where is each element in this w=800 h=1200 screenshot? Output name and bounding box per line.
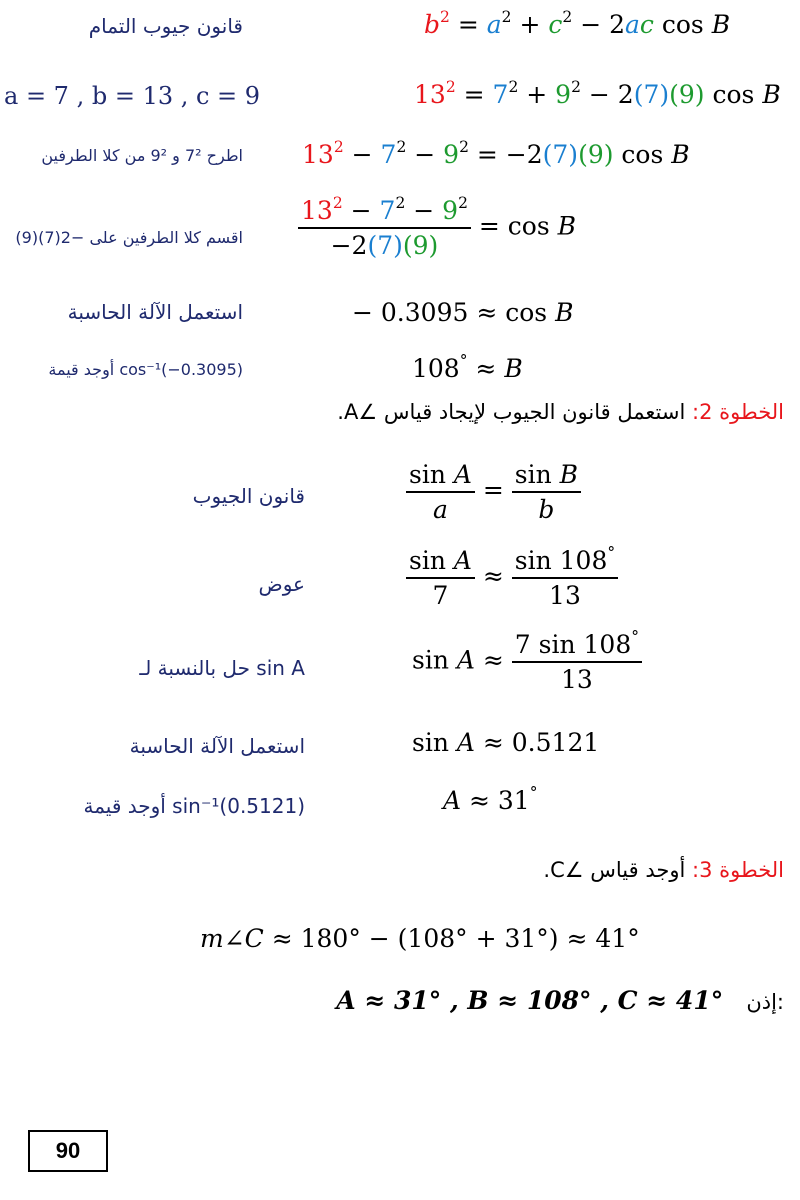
note-substitute: عوض xyxy=(258,572,305,596)
note-law-of-cosines: قانون جيوب التمام xyxy=(88,14,243,38)
angle-b-value: 108 xyxy=(412,354,460,383)
page-number: 90 xyxy=(28,1130,108,1172)
equation-substituted: $13^2 = 7^2 + 9^2 - 2(7)(9)$ cos B xyxy=(414,77,781,109)
step-3-heading xyxy=(543,858,784,882)
note-solve-sin-a: حل بالنسبة لـ sin A xyxy=(139,656,305,680)
equation-divided: $\frac{13^2 - 7^2 - 9^2}{-2(7)(9)}$ = cos B xyxy=(298,196,576,260)
note-given-values: a = 7 , b = 13 , c = 9 xyxy=(4,82,261,110)
equation-sin-a-solved: sin A ≈ $\frac{7 \sin 108^\circ}{13}$ xyxy=(412,630,642,694)
equation-law-of-cosines: $b^2 = a^2 + c^2 - 2ac$ cos B xyxy=(424,7,731,39)
cos-b-value: 0.3095 xyxy=(380,298,469,327)
equation-law-of-sines: $\frac{\text{sin A}}{a}$ = $\frac{\text{sin B}}{b}$ xyxy=(406,460,581,524)
note-calculator-2: استعمل الآلة الحاسبة xyxy=(129,734,305,758)
answer-label: إذن: xyxy=(746,990,784,1014)
step-2-text: استعمل قانون الجيوب لإيجاد قياس ∠A. xyxy=(337,400,686,424)
answer-line xyxy=(336,986,784,1015)
angle-c-prefix: m∠C ≈ xyxy=(200,924,301,953)
sin-a-value: 0.5121 xyxy=(511,728,600,757)
angle-c-body: 180° − (108° + 31°) ≈ 41° xyxy=(300,924,640,953)
note-law-of-sines: قانون الجيوب xyxy=(192,484,305,508)
equation-subtracted: $13^2 - 7^2 - 9^2 = -2(7)(9)$ cos B xyxy=(302,137,690,169)
equation-cos-value: − 0.3095 ≈ cos B xyxy=(352,298,574,327)
equation-sin-a-value: sin A ≈ 0.5121 xyxy=(412,728,600,757)
note-divide: اقسم كلا الطرفين على −2(7)(9) xyxy=(15,228,243,247)
equation-angle-a: A ≈ 31° xyxy=(443,783,538,815)
step-2-label: الخطوة 2: xyxy=(692,400,784,424)
equation-sines-substituted: $\frac{\text{sin A}}{7}$ ≈ $\frac{\sin 108^\circ}{13}$ xyxy=(406,546,618,610)
step-3-label: الخطوة 3: xyxy=(692,858,784,882)
step-3-text: أوجد قياس ∠C. xyxy=(543,858,686,882)
note-calculator-1: استعمل الآلة الحاسبة xyxy=(67,300,243,324)
note-inverse-cos: أوجد قيمة cos⁻¹(−0.3095) xyxy=(48,360,243,379)
step-2-heading xyxy=(337,400,784,424)
equation-angle-b: 108° ≈ B xyxy=(412,351,523,383)
answer-result: A ≈ 31° , B ≈ 108° , C ≈ 41° xyxy=(336,986,724,1015)
equation-angle-c xyxy=(200,924,640,953)
note-inverse-sin: أوجد قيمة sin⁻¹(0.5121) xyxy=(83,794,305,818)
angle-a-value: 31 xyxy=(497,786,530,815)
note-subtract: اطرح 7² و 9² من كلا الطرفين xyxy=(41,146,243,165)
